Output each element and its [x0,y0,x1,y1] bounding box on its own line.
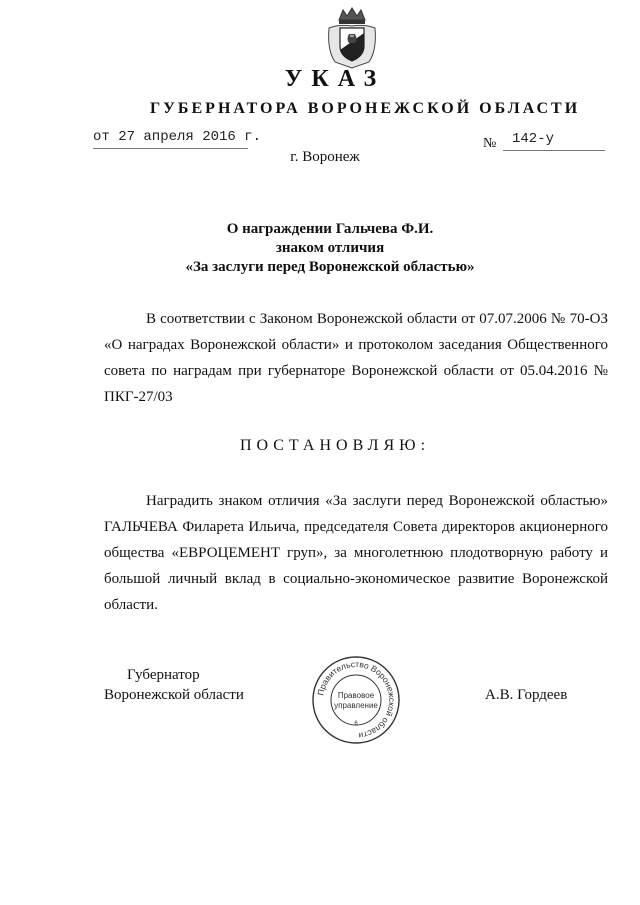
signatory-role-line-1: Губернатор [127,667,200,683]
city: г. Воронеж [290,149,360,165]
heading-line-3: «За заслуги перед Воронежской областью» [185,259,475,275]
round-stamp [311,655,401,745]
signatory-name: А.В. Гордеев [485,687,568,703]
stamp-ring-text: Правительство Воронежской области [315,658,398,741]
stamp-center-line-2: управление [334,701,378,710]
decree-title: УКАЗ [284,66,386,92]
decree-number: 142-у [512,131,555,147]
preamble-paragraph: В соответствии с Законом Воронежской области от 07.07.2006 № 70-ОЗ «О наградах Воронежской области» и протоколом заседания Общественного совета по наградам при губернаторе Воронежской области от 05.04.2016 № ПКГ-27/03 [104,311,608,405]
voronezh-coat-of-arms-icon [325,6,379,70]
decree-date: от 27 апреля 2016 г. [93,129,262,145]
stamp-number: 6 [354,721,358,727]
stamp-center-line-1: Правовое [337,691,375,700]
signatory-role-line-2: Воронежской области [104,687,244,703]
heading-line-2: знаком отличия [275,240,385,256]
number-sign: № [483,136,497,151]
decree-heading [0,220,640,277]
signatory-role [104,665,244,705]
main-paragraph: Наградить знаком отличия «За заслуги перед Воронежской областью» ГАЛЬЧЕВА Филарета Ильича, председателя Совета директоров акционерного общества «ЕВРОЦЕМЕНТ груп», за многолетнюю плодотворную работу и большой личный вклад в социально-экономическое развитие Воронежской области. [104,493,608,613]
decree-subtitle: ГУБЕРНАТОРА ВОРОНЕЖСКОЙ ОБЛАСТИ [150,100,581,117]
decree-word: ПОСТАНОВЛЯЮ: [239,437,431,454]
heading-line-1: О награждении Гальчева Ф.И. [226,221,434,237]
